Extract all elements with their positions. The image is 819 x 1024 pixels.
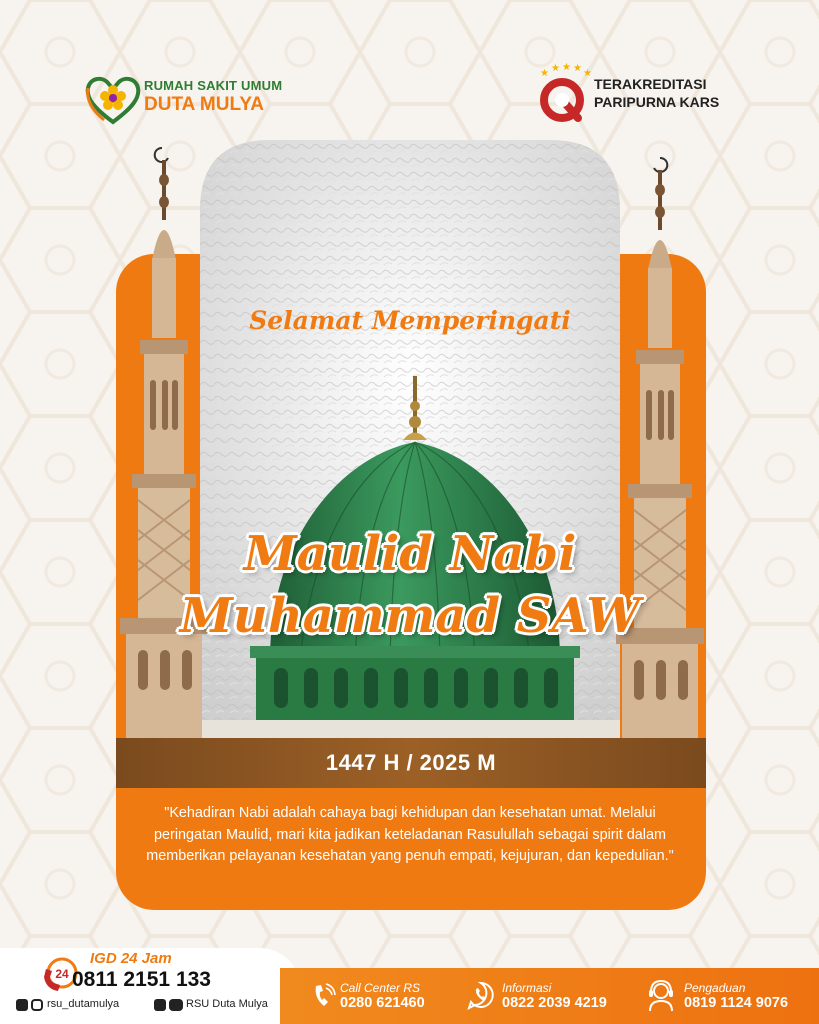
right-minaret xyxy=(604,150,714,740)
silver-panel xyxy=(200,140,620,740)
igd-number[interactable]: 0811 2151 133 xyxy=(72,968,211,991)
igd-label: IGD 24 Jam xyxy=(90,950,172,967)
svg-text:★: ★ xyxy=(540,68,549,79)
youtube-icon[interactable] xyxy=(169,999,183,1011)
hospital-name-line1: RUMAH SAKIT UMUM xyxy=(144,78,283,93)
instagram-handle[interactable]: rsu_dutamulya xyxy=(47,998,120,1010)
instagram-icon[interactable] xyxy=(31,999,43,1011)
svg-text:★: ★ xyxy=(573,63,582,74)
headset-icon xyxy=(646,978,676,1012)
hospital-logo xyxy=(84,66,314,130)
tiktok-icon[interactable] xyxy=(16,999,28,1011)
contact-label-informasi: Informasi xyxy=(502,981,552,995)
svg-text:★: ★ xyxy=(583,68,592,79)
youtube-channel[interactable]: RSU Duta Mulya xyxy=(186,998,268,1010)
left-minaret xyxy=(116,140,226,740)
accreditation-line2: PARIPURNA KARS xyxy=(594,94,720,110)
whatsapp-icon xyxy=(466,980,496,1010)
title-line2: Muhammad SAW xyxy=(179,588,641,644)
greeting-text: Selamat Memperingati xyxy=(249,306,571,335)
contact-number-pengaduan[interactable]: 0819 1124 9076 xyxy=(684,995,789,1011)
heart-flower-icon xyxy=(84,70,142,128)
contact-number-informasi[interactable]: 0822 2039 4219 xyxy=(502,995,607,1011)
accreditation-logo xyxy=(530,62,750,126)
title-line1: Maulid Nabi xyxy=(243,526,577,582)
year-text: 1447 H / 2025 M xyxy=(325,750,497,775)
accreditation-line1: TERAKREDITASI xyxy=(594,76,707,92)
svg-text:★: ★ xyxy=(562,62,571,73)
contact-label-call-center: Call Center RS xyxy=(340,981,421,995)
hospital-name-line2: DUTA MULYA xyxy=(144,94,264,115)
phone-icon xyxy=(312,982,336,1010)
svg-text:★: ★ xyxy=(551,63,560,74)
facebook-icon[interactable] xyxy=(154,999,166,1011)
quote-text: "Kehadiran Nabi adalah cahaya bagi kehidupan dan kesehatan umat. Melalui peringatan Maulid, mari kita jadikan keteladanan Rasulullah sebagai spirit dalam memberikan pelayanan kesehatan yang penuh empati, kejujuran, dan kepedulian." xyxy=(146,805,674,864)
igd-badge-text: 24 xyxy=(55,967,69,981)
contact-number-call-center[interactable]: 0280 621460 xyxy=(340,995,425,1011)
kars-accreditation-icon xyxy=(534,62,594,126)
year-bar xyxy=(116,738,706,788)
contact-label-pengaduan: Pengaduan xyxy=(684,981,746,995)
